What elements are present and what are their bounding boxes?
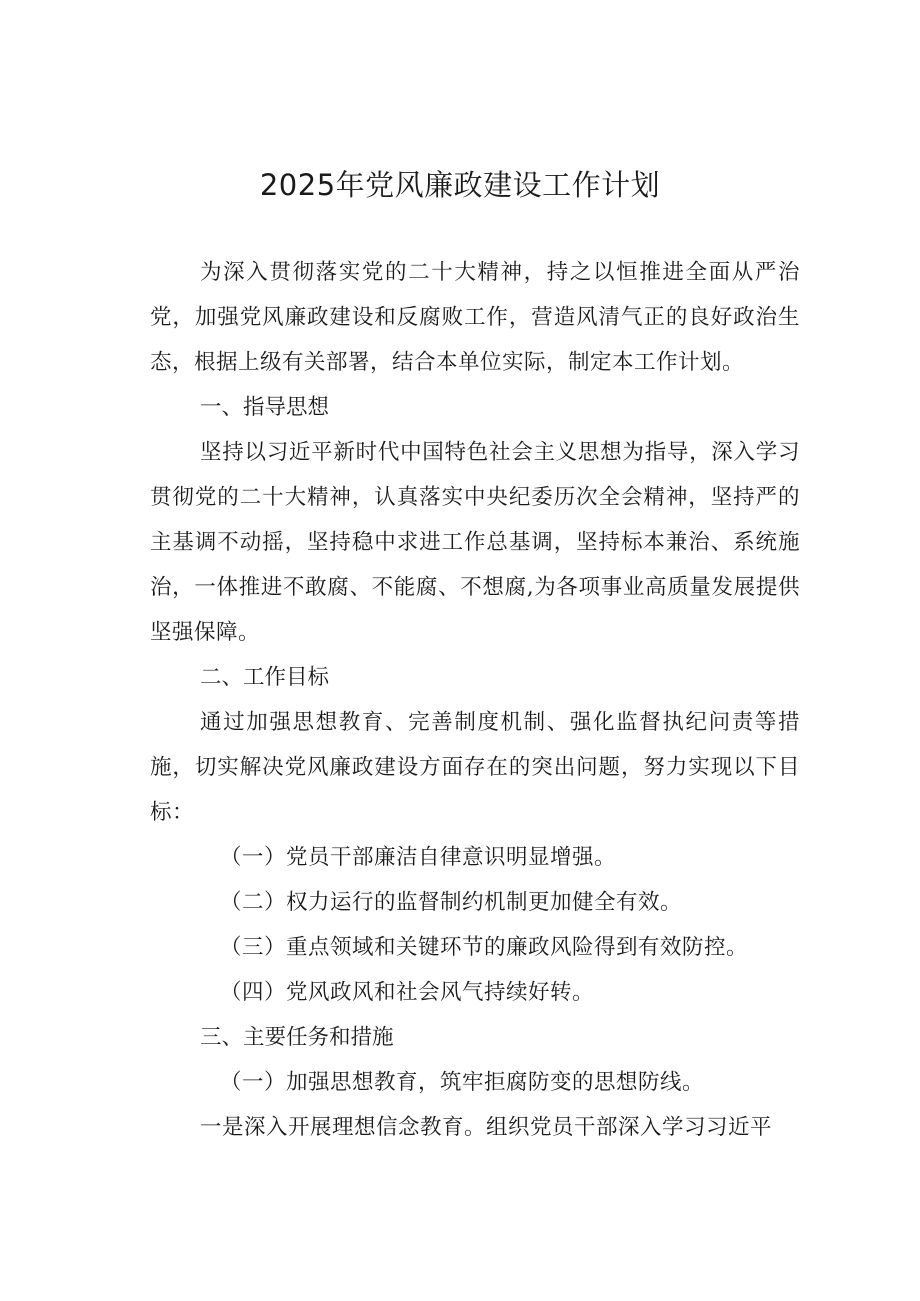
task-subheading-1: （一）加强思想教育，筑牢拒腐防变的思想防线。 xyxy=(220,1070,705,1095)
intro-paragraph: 为深入贯彻落实党的二十大精神，持之以恒推进全面从严治党，加强党风廉政建设和反腐败工作，营造风清气正的良好政治生态，根据上级有关部署，结合本单位实际，制定本工作计划。 xyxy=(150,260,800,375)
section-heading-guiding-ideology: 一、指导思想 xyxy=(200,395,330,420)
document-title: 2025年党风廉政建设工作计划 xyxy=(259,168,661,202)
document-body xyxy=(150,250,800,1150)
guiding-ideology-paragraph: 坚持以习近平新时代中国特色社会主义思想为指导，深入学习贯彻党的二十大精神，认真落实中央纪委历次全会精神，坚持严的主基调不动摇，坚持稳中求进工作总基调，坚持标本兼治、系统施治，一体推进不敢腐、不能腐、不想腐,为各项事业高质量发展提供坚强保障。 xyxy=(150,440,800,645)
section-heading-main-tasks: 三、主要任务和措施 xyxy=(200,1025,394,1050)
goal-item-3: （三）重点领域和关键环节的廉政风险得到有效防控。 xyxy=(220,935,749,960)
section-heading-work-goals: 二、工作目标 xyxy=(200,665,330,690)
goal-item-1: （一）党员干部廉洁自律意识明显增强。 xyxy=(220,845,617,870)
goal-item-4: （四）党风政风和社会风气持续好转。 xyxy=(220,980,595,1005)
work-goals-paragraph: 通过加强思想教育、完善制度机制、强化监督执纪问责等措施，切实解决党风廉政建设方面存在的突出问题，努力实现以下目标： xyxy=(150,710,800,825)
task-paragraph-1: 一是深入开展理想信念教育。组织党员干部深入学习习近平 xyxy=(200,1115,773,1140)
goal-item-2: （二）权力运行的监督制约机制更加健全有效。 xyxy=(220,890,683,915)
